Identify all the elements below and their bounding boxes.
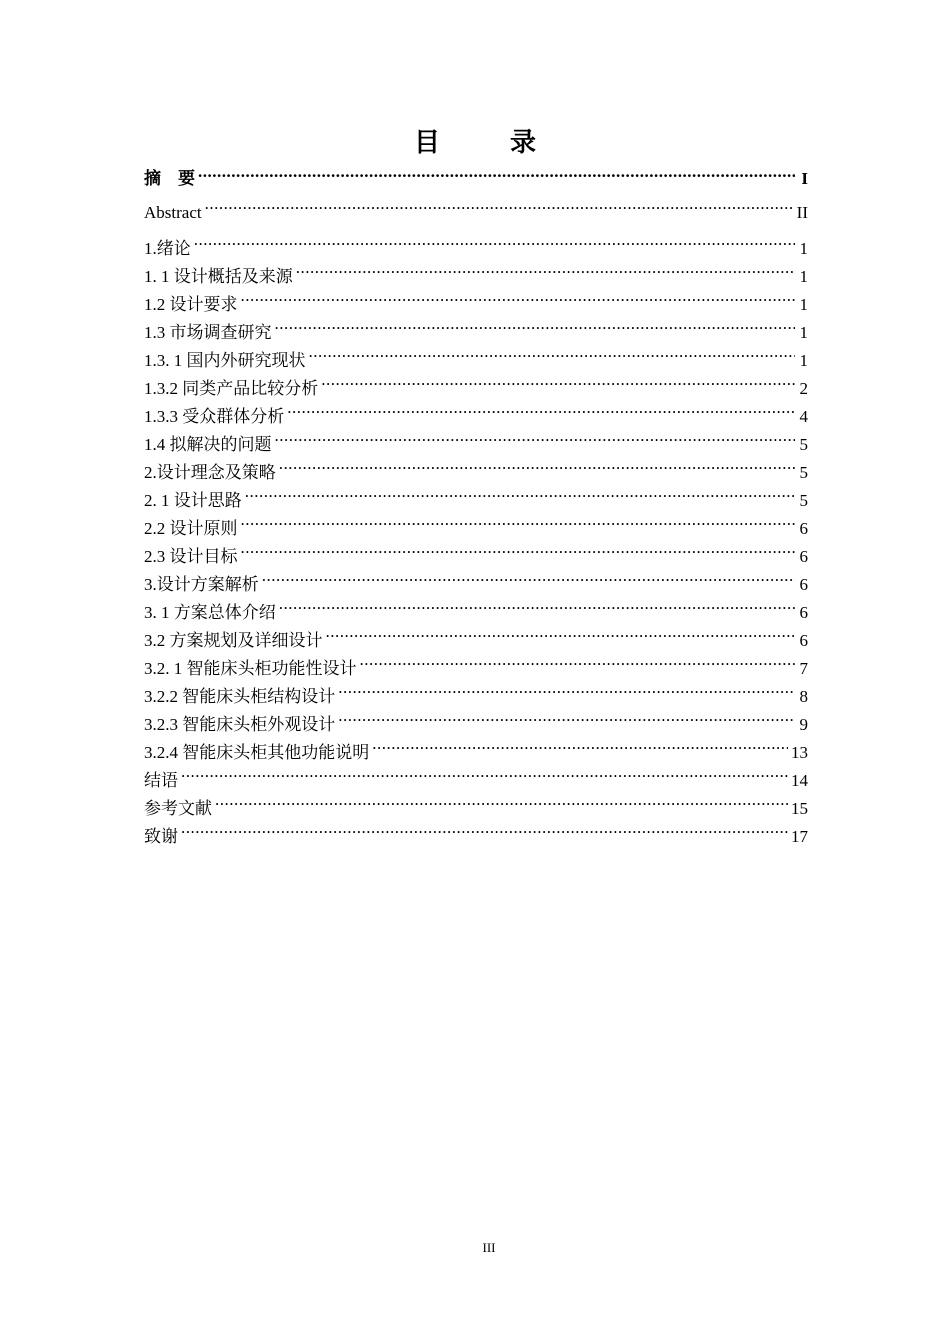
toc-entry-label: 1.绪论 [144,239,191,258]
toc-leader-dots [275,310,796,338]
toc-entry[interactable] [144,310,808,342]
toc-entry-label: 参考文献 [144,799,212,818]
toc-entry-label: 2.设计理念及策略 [144,463,276,482]
toc-entry-label: 结语 [144,771,178,790]
page-title: 目 录 [413,128,558,158]
toc-entry-page: 15 [791,799,808,818]
toc-entry[interactable] [144,506,808,538]
toc-leader-dots [262,562,795,590]
toc-entry-page: 4 [799,407,808,426]
toc-entry-page: I [801,169,808,188]
toc-entry-label: 3.2.4 智能床头柜其他功能说明 [144,743,370,762]
toc-entry-label: Abstract [144,203,202,222]
toc-entry-label: 3.2.2 智能床头柜结构设计 [144,687,336,706]
toc-entry-label: 1.4 拟解决的问题 [144,435,272,454]
toc-entry-page: 8 [799,687,808,706]
toc-leader-dots [296,254,795,282]
toc-entry-label: 3.2 方案规划及详细设计 [144,631,323,650]
toc-leader-dots [338,674,795,702]
toc-entry-page: 6 [799,603,808,622]
toc-entry-page: 17 [791,827,808,846]
toc-entry-page: 6 [799,519,808,538]
toc-leader-dots [372,730,788,758]
toc-entry-label: 1.3 市场调查研究 [144,323,272,342]
toc-leader-dots [321,366,795,394]
toc-entry-label: 1.3.3 受众群体分析 [144,407,285,426]
toc-entry-page: 1 [799,239,808,258]
toc-entry-page: 2 [799,379,808,398]
toc-leader-dots [205,190,794,218]
toc-entry-page: II [796,203,808,222]
toc-entry-label: 2.3 设计目标 [144,547,238,566]
toc-leader-dots [181,814,788,842]
toc-entry-page: 5 [799,463,808,482]
toc-entry-label: 致谢 [144,827,178,846]
toc-entry[interactable] [144,786,808,818]
toc-entry-page: 1 [799,323,808,342]
toc-entry-label: 1. 1 设计概括及来源 [144,267,293,286]
toc-leader-dots [198,160,795,184]
toc-entry[interactable] [144,282,808,314]
toc-leader-dots [194,226,795,254]
toc-entry[interactable] [144,562,808,594]
toc-entry-abstract-cn[interactable] [144,160,808,188]
toc-entry-abstract-en[interactable] [144,190,808,222]
toc-leader-dots [360,646,796,674]
toc-leader-dots [245,478,795,506]
toc-entry-label: 3.2.3 智能床头柜外观设计 [144,715,336,734]
toc-entry-label: 摘 要 [144,169,195,188]
toc-entry-label: 1.2 设计要求 [144,295,238,314]
toc-entry-page: 1 [799,351,808,370]
toc-entry-label: 2. 1 设计思路 [144,491,242,510]
toc-entry-page: 5 [799,491,808,510]
toc-entry-page: 1 [799,267,808,286]
toc-entry-label: 3.2. 1 智能床头柜功能性设计 [144,659,357,678]
toc-leader-dots [241,506,796,534]
toc-entry-page: 6 [799,631,808,650]
toc-entry-label: 1.3.2 同类产品比较分析 [144,379,319,398]
toc-entry[interactable] [144,254,808,286]
toc-leader-dots [241,534,796,562]
toc-entry-page: 14 [791,771,808,790]
toc-entry-page: 1 [799,295,808,314]
toc-entry[interactable] [144,758,808,790]
toc-entry-page: 5 [799,435,808,454]
toc-entry-page: 9 [799,715,808,734]
toc-entry-label: 3. 1 方案总体介绍 [144,603,276,622]
toc-leader-dots [279,450,795,478]
toc-entry-label: 3.设计方案解析 [144,575,259,594]
toc-entry-page: 6 [799,547,808,566]
toc-entry[interactable] [144,534,808,566]
toc-entry-page: 7 [799,659,808,678]
toc-leader-dots [338,702,795,730]
toc-entry[interactable] [144,814,808,846]
toc-leader-dots [287,394,795,422]
toc-leader-dots [309,338,796,366]
toc-entry-label: 2.2 设计原则 [144,519,238,538]
toc-leader-dots [275,422,796,450]
table-of-contents [144,160,808,846]
toc-entry-page: 6 [799,575,808,594]
toc-leader-dots [181,758,788,786]
toc-leader-dots [215,786,788,814]
page-number-footer: III [482,1240,496,1255]
toc-leader-dots [241,282,796,310]
toc-leader-dots [326,618,796,646]
toc-leader-dots [279,590,795,618]
toc-entry-page: 13 [791,743,808,762]
toc-entry-label: 1.3. 1 国内外研究现状 [144,351,306,370]
toc-entry[interactable] [144,226,808,258]
